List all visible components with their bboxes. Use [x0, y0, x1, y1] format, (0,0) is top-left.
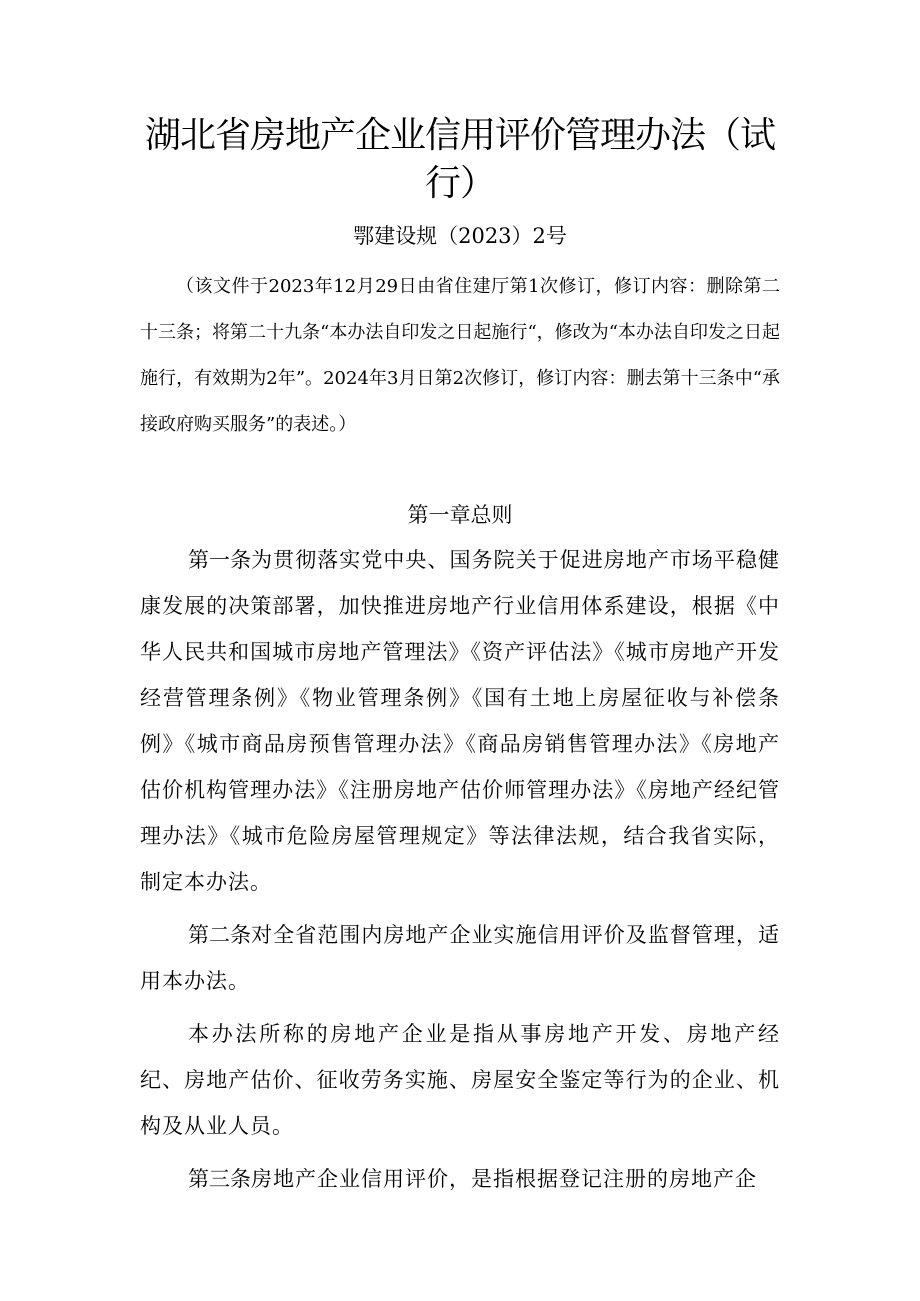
article-2-paragraph — [140, 1011, 780, 1149]
chapter-title: 第一章总则 — [407, 503, 513, 527]
article-1 — [140, 537, 780, 905]
article-text: 房地产企业信用评价，是指根据登记注册的房地产企 — [251, 1167, 757, 1191]
article-label: 第二条 — [188, 923, 252, 947]
article-2 — [140, 912, 780, 1004]
paragraph-text: 本办法所称的房地产企业是指从事房地产开发、房地产经纪、房地产估价、征收劳务实施、房屋安全鉴定等行为的企业、机构及从业人员。 — [140, 1022, 780, 1138]
article-text: 对全省范围内房地产企业实施信用评价及监督管理，适用本办法。 — [140, 923, 781, 993]
article-label: 第三条 — [188, 1167, 251, 1191]
document-body — [140, 537, 780, 1202]
document-title: 湖北省房地产企业信用评价管理办法（试行） — [144, 115, 775, 204]
article-label: 第一条 — [188, 548, 252, 572]
article-3 — [140, 1156, 780, 1202]
revision-note: （该文件于2023年12月29日由省住建厅第1次修订，修订内容：删除第二十三条；将第二十九条“本办法自印发之日起施行“，修改为“本办法自印发之日起施行，有效期为2年”。2024年3月日第2次修订，修订内容：删去第十三条中“承接政府购买服务”的表述。） — [140, 276, 780, 435]
article-text: 为贯彻落实党中央、国务院关于促进房地产市场平稳健康发展的决策部署，加快推进房地产行业信用体系建设，根据《中华人民共和国城市房地产管理法》《资产评估法》《城市房地产开发经营管理条例》《物业管理条例》《国有土地上房屋征收与补偿条例》《城市商品房预售管理办法》《商品房销售管理办法》《房地产估价机构管理办法》《注册房地产估价师管理办法》《房地产经纪管理办法》《城市危险房屋管理规定》等法律法规，结合我省实际，制定本办法。 — [140, 548, 781, 894]
document-number: 鄂建设规（2023）2号 — [353, 224, 567, 248]
